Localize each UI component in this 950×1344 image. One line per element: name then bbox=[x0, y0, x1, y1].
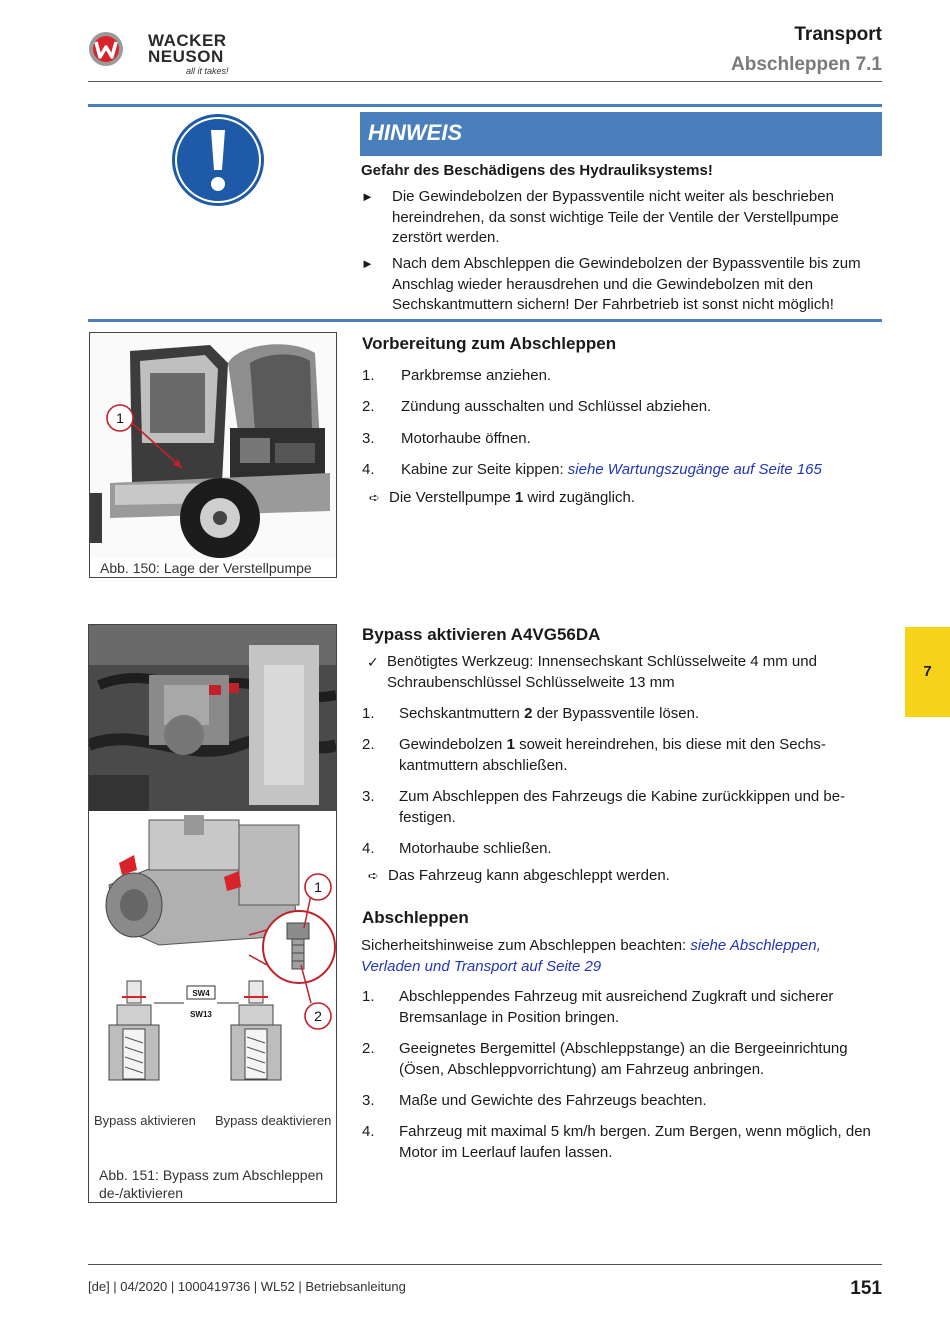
step-text: Sechskantmuttern bbox=[399, 705, 525, 722]
step-text: Zündung ausschalten und Schlüssel abziehen. bbox=[401, 398, 712, 415]
step-number: 1. bbox=[362, 988, 375, 1005]
prep-step bbox=[362, 429, 877, 450]
arrow-bullet-icon: ► bbox=[361, 189, 374, 204]
step-text: Fahrzeug mit maximal 5 km/h bergen. Zum Bergen, wenn möglich, den Motor im Leerlauf laufen lassen. bbox=[399, 1123, 871, 1161]
checkmark-icon: ✓ bbox=[367, 654, 379, 670]
bypass-step bbox=[362, 787, 877, 828]
figure-151 bbox=[88, 624, 337, 1203]
step-text: Maße und Gewichte des Fahrzeugs beachten. bbox=[399, 1092, 707, 1109]
page-number: 151 bbox=[850, 1278, 882, 1299]
notice-banner bbox=[360, 112, 882, 156]
maintenance-access-link[interactable]: siehe Wartungszugänge auf Seite 165 bbox=[567, 461, 822, 478]
prep-step bbox=[362, 397, 877, 418]
step-text: Abschleppendes Fahrzeug mit ausreichend Zugkraft und sicherer Bremsanlage in Position bringen. bbox=[399, 988, 834, 1026]
wacker-neuson-logo bbox=[88, 30, 238, 80]
step-number: 3. bbox=[362, 430, 375, 447]
chapter-tab[interactable] bbox=[905, 627, 950, 717]
bypass-step bbox=[362, 704, 877, 725]
notice-item-text: Die Gewindebolzen der Bypassventile nicht weiter als beschrieben hereindrehen, da sonst wichtige Teile der Ventile der Verstellpumpe zerstört werden. bbox=[392, 188, 839, 246]
header-divider bbox=[88, 81, 882, 82]
step-text: Motorhaube schließen. bbox=[399, 840, 552, 857]
step-number: 2. bbox=[362, 736, 375, 753]
step-text: Zum Abschleppen des Fahrzeugs die Kabine zurückkippen und be-festigen. bbox=[399, 788, 846, 826]
towing-step bbox=[362, 987, 877, 1028]
step-number: 4. bbox=[362, 840, 375, 857]
footer-doc-info: [de] | 04/2020 | 1000419736 | WL52 | Betriebsanleitung bbox=[88, 1279, 406, 1294]
towing-step bbox=[362, 1039, 877, 1080]
required-tools bbox=[367, 652, 877, 693]
notice-bottom-rule bbox=[88, 319, 882, 322]
footer-divider bbox=[88, 1264, 882, 1265]
chapter-tab-number: 7 bbox=[923, 663, 932, 680]
towing-intro bbox=[361, 935, 876, 977]
sw13-label: SW13 bbox=[190, 1010, 212, 1019]
brand-line-1: WACKER bbox=[148, 31, 227, 50]
notice-label: HINWEIS bbox=[368, 120, 463, 145]
step-number: 1. bbox=[362, 367, 375, 384]
prep-result bbox=[369, 488, 879, 508]
required-tools-text: Benötigtes Werkzeug: Innensechskant Schlüsselweite 4 mm und Schraubenschlüssel Schlüsselweite 13 mm bbox=[387, 653, 817, 691]
result-arrow-icon: ➪ bbox=[369, 490, 380, 505]
towing-step bbox=[362, 1091, 877, 1112]
notice-item bbox=[361, 254, 881, 316]
step-number: 4. bbox=[362, 461, 375, 478]
caption-line: de-/aktivieren bbox=[99, 1185, 184, 1201]
step-text: Parkbremse anziehen. bbox=[401, 367, 552, 384]
bypass-deactivate-label: Bypass deaktivieren bbox=[215, 1113, 332, 1128]
brand-tagline: all it takes! bbox=[186, 66, 229, 76]
result-ref: 1 bbox=[514, 489, 524, 506]
notice-heading: Gefahr des Beschädigens des Hydrauliksystems! bbox=[361, 162, 713, 179]
bypass-activate-label: Bypass aktivieren bbox=[94, 1113, 196, 1128]
step-ref: 1 bbox=[506, 736, 515, 753]
step-text: Kabine zur Seite kippen: bbox=[401, 461, 568, 478]
step-number: 2. bbox=[362, 1040, 375, 1057]
prep-heading: Vorbereitung zum Abschleppen bbox=[362, 334, 617, 353]
notice-top-rule bbox=[88, 104, 882, 107]
prep-step bbox=[362, 366, 877, 387]
notice-item bbox=[361, 187, 881, 249]
figure-150 bbox=[89, 332, 337, 578]
towing-step bbox=[362, 1122, 877, 1163]
step-text-end: soweit hereindrehen, bis diese mit den Sechs-kantmuttern abschließen. bbox=[399, 736, 826, 774]
pump-illustration bbox=[89, 625, 336, 1110]
caption-line: Abb. 151: Bypass zum Abschleppen bbox=[99, 1167, 324, 1183]
section-title: Abschleppen 7.1 bbox=[731, 54, 882, 75]
figure-150-caption: Abb. 150: Lage der Verstellpumpe bbox=[100, 560, 312, 576]
step-number: 1. bbox=[362, 705, 375, 722]
notice-item-text: Nach dem Abschleppen die Gewindebolzen der Bypassventile bis zum Anschlag wieder herausdrehen und die Gewindebolzen mit den Sechskantmuttern sichern! Der Fahrbetrieb ist sonst nicht möglich! bbox=[392, 255, 861, 313]
towing-safety-link[interactable]: siehe Abschleppen, Verladen und Transport auf Seite 29 bbox=[361, 937, 821, 975]
brand-line-2: NEUSON bbox=[148, 47, 224, 66]
result-text-end: wird zugänglich. bbox=[523, 489, 635, 506]
result-text: Das Fahrzeug kann abgeschleppt werden. bbox=[388, 867, 670, 884]
loader-illustration bbox=[90, 333, 336, 559]
step-number: 4. bbox=[362, 1123, 375, 1140]
bypass-heading: Bypass aktivieren A4VG56DA bbox=[362, 625, 601, 644]
step-number: 3. bbox=[362, 788, 375, 805]
bypass-step bbox=[362, 839, 877, 860]
bypass-result bbox=[368, 866, 878, 886]
result-arrow-icon: ➪ bbox=[368, 868, 379, 883]
step-text: Motorhaube öffnen. bbox=[401, 430, 531, 447]
step-text: Gewindebolzen bbox=[399, 736, 507, 753]
fig150-callout-1: 1 bbox=[116, 410, 124, 426]
towing-intro-text: Sicherheitshinweise zum Abschleppen beachten: bbox=[361, 937, 691, 954]
result-text: Die Verstellpumpe bbox=[389, 489, 515, 506]
step-number: 3. bbox=[362, 1092, 375, 1109]
figure-151-caption bbox=[99, 1166, 323, 1202]
fig151-callout-1: 1 bbox=[314, 879, 322, 895]
towing-heading: Abschleppen bbox=[362, 908, 469, 927]
step-text: Geeignetes Bergemittel (Abschleppstange) an die Bergeeinrichtung (Ösen, Abschleppvorrichtung) am Fahrzeug anbringen. bbox=[399, 1040, 848, 1078]
chapter-title: Transport bbox=[794, 24, 882, 45]
arrow-bullet-icon: ► bbox=[361, 256, 374, 271]
step-ref: 2 bbox=[524, 705, 533, 722]
prep-step bbox=[362, 460, 877, 481]
step-number: 2. bbox=[362, 398, 375, 415]
fig151-callout-2: 2 bbox=[314, 1008, 322, 1024]
sw4-label: SW4 bbox=[192, 989, 210, 998]
bypass-step bbox=[362, 735, 877, 776]
mandatory-exclamation-icon bbox=[170, 112, 266, 208]
step-text-end: der Bypassventile lösen. bbox=[532, 705, 700, 722]
